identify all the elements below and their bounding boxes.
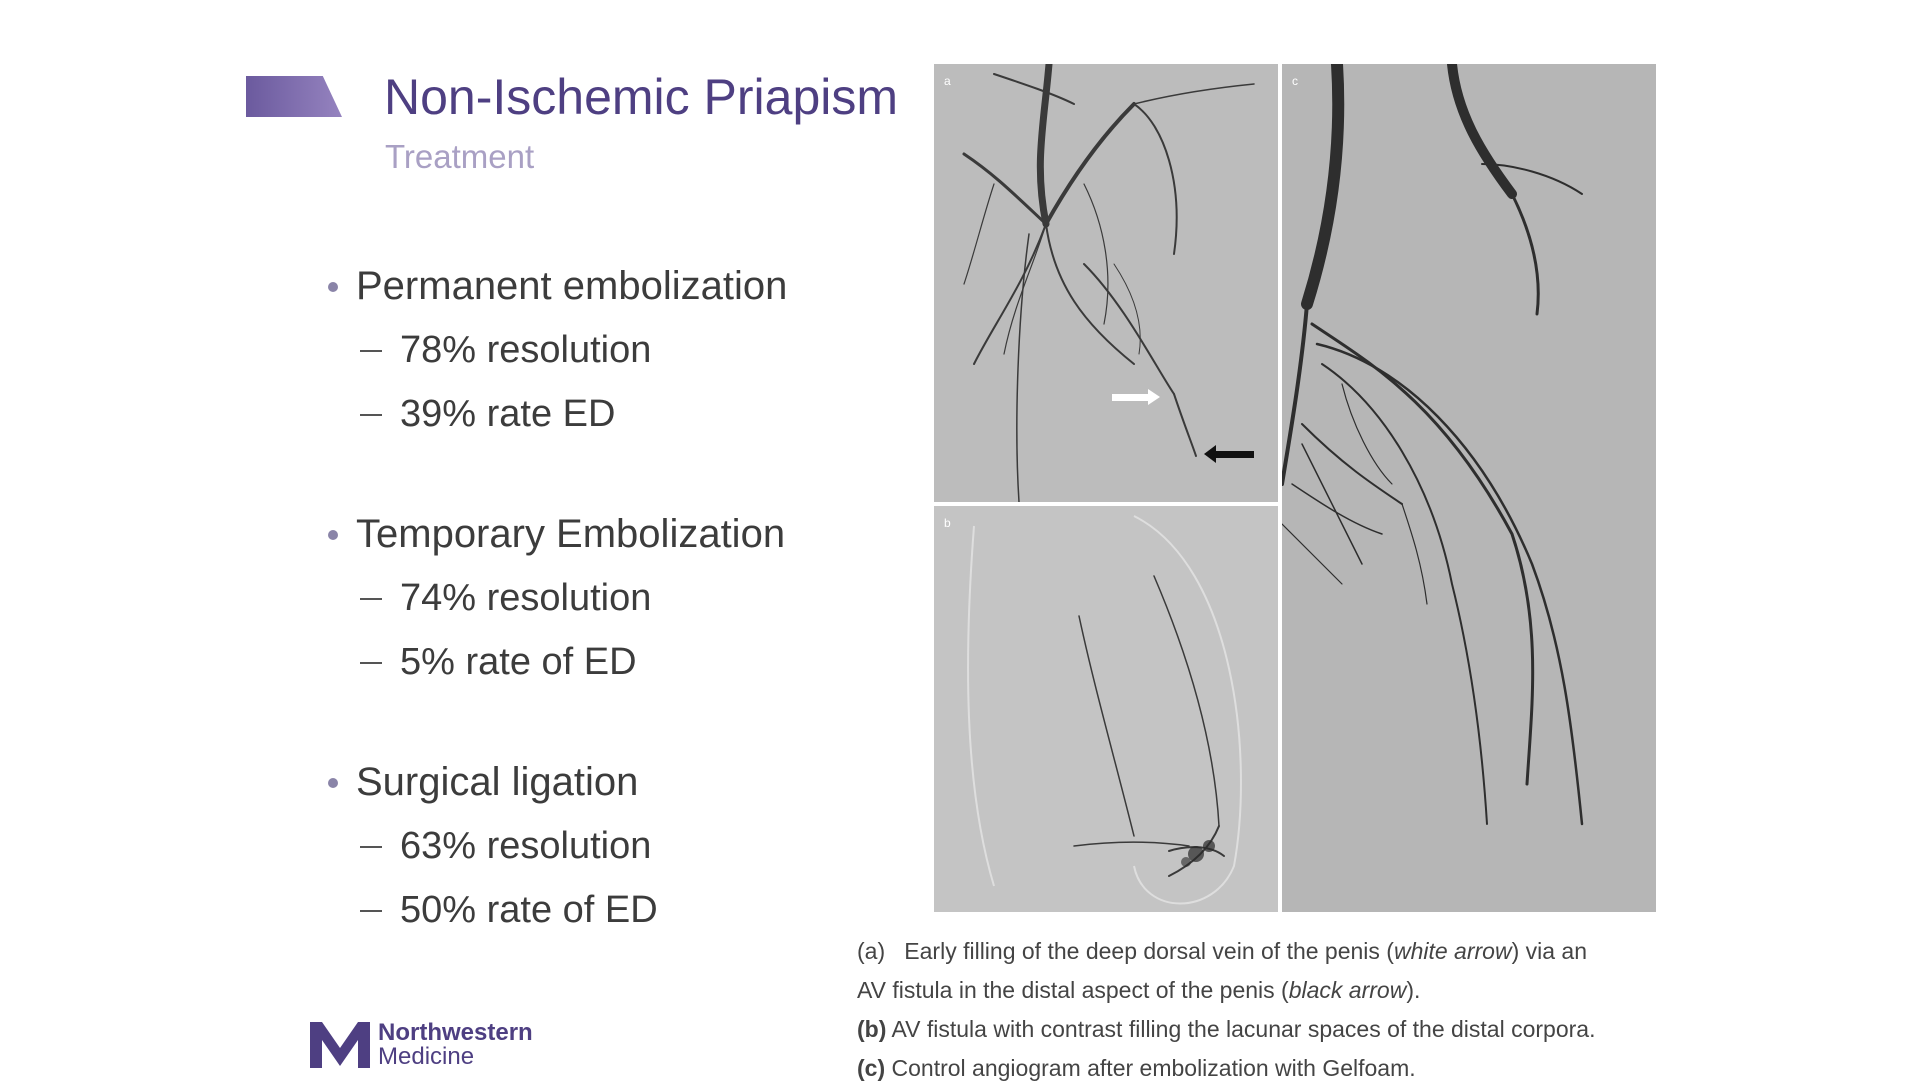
caption-line-c	[857, 1049, 1857, 1088]
sub-bullet-item	[320, 382, 880, 446]
dash-icon	[360, 910, 382, 912]
caption-line-a2	[857, 971, 1857, 1010]
bullet-item	[320, 502, 880, 566]
sub-bullet-label: 50% rate of ED	[400, 889, 658, 931]
bullet-label: Permanent embolization	[356, 264, 788, 308]
sub-bullet-label: 78% resolution	[400, 329, 652, 371]
bullet-dot-icon	[328, 530, 338, 540]
caption-text: ) via an	[1511, 938, 1588, 964]
logo-line1: Northwestern	[378, 1019, 533, 1046]
dash-icon	[360, 846, 382, 848]
caption-tag-a: (a)	[857, 938, 886, 964]
bullet-dot-icon	[328, 282, 338, 292]
caption-text: Control angiogram after embolization with Gelfoam.	[885, 1055, 1416, 1081]
angiogram-figure	[934, 64, 1656, 912]
panel-label-b: b	[944, 516, 951, 530]
sub-bullet-item	[320, 814, 880, 878]
dash-icon	[360, 414, 382, 416]
sub-bullet-item	[320, 878, 880, 942]
sub-bullet-item	[320, 566, 880, 630]
bullet-group-surgical	[320, 750, 880, 942]
dash-icon	[360, 662, 382, 664]
slide-subtitle: Treatment	[385, 138, 535, 175]
sub-bullet-item	[320, 318, 880, 382]
caption-line-a1	[857, 932, 1857, 971]
caption-text: AV fistula in the distal aspect of the penis (	[857, 977, 1289, 1003]
sub-bullet-label: 5% rate of ED	[400, 641, 637, 683]
dash-icon	[360, 350, 382, 352]
bullet-list	[320, 254, 880, 998]
caption-text: Early filling of the deep dorsal vein of the penis (	[904, 938, 1394, 964]
caption-text: ).	[1406, 977, 1421, 1003]
sub-bullet-label: 39% rate ED	[400, 393, 616, 435]
bullet-label: Temporary Embolization	[356, 512, 786, 556]
bullet-group-permanent	[320, 254, 880, 446]
title-accent-bar	[246, 76, 342, 117]
logo-line2: Medicine	[378, 1043, 475, 1070]
caption-tag-c: (c)	[857, 1055, 886, 1081]
angiogram-panel-c	[1282, 64, 1656, 912]
bullet-item	[320, 750, 880, 814]
angiogram-image-b	[934, 506, 1278, 912]
caption-text: AV fistula with contrast filling the lacunar spaces of the distal corpora.	[886, 1016, 1596, 1042]
nm-logo-mark-icon	[310, 1022, 370, 1068]
northwestern-medicine-logo	[310, 1020, 533, 1070]
angiogram-panel-b	[934, 506, 1278, 912]
bullet-group-temporary	[320, 502, 880, 694]
figure-caption	[857, 932, 1857, 1088]
dash-icon	[360, 598, 382, 600]
sub-bullet-item	[320, 630, 880, 694]
angiogram-image-c	[1282, 64, 1656, 912]
panel-label-c: c	[1292, 74, 1298, 88]
angiogram-panel-a	[934, 64, 1278, 502]
sub-bullet-label: 74% resolution	[400, 577, 652, 619]
caption-emphasis: black arrow	[1288, 977, 1407, 1003]
bullet-item	[320, 254, 880, 318]
bullet-dot-icon	[328, 778, 338, 788]
slide-title: Non-Ischemic Priapism	[384, 69, 899, 125]
caption-line-b	[857, 1010, 1857, 1049]
caption-emphasis: white arrow	[1393, 938, 1512, 964]
logo-wordmark	[378, 1021, 533, 1069]
angiogram-image-a	[934, 64, 1278, 502]
bullet-label: Surgical ligation	[356, 760, 639, 804]
caption-tag-b: (b)	[857, 1016, 887, 1042]
panel-label-a: a	[944, 74, 951, 88]
sub-bullet-label: 63% resolution	[400, 825, 652, 867]
